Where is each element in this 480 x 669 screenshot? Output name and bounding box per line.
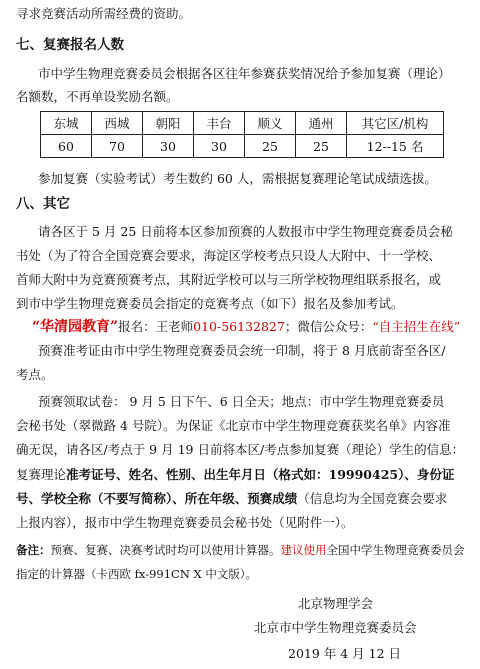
p3-line4-bold: 准考证号、姓名、性别、出生年月日（格式如：19990425）、身份证 <box>66 467 455 482</box>
note-line2: 指定的计算器（卡西欧 fx-991CN X 中文版）。 <box>16 567 258 581</box>
ad-brand: “华清园教育” <box>32 319 119 335</box>
section8-p3-line5 <box>16 491 447 507</box>
table-header-cell: 朝阳 <box>143 112 194 135</box>
quota-table <box>40 111 444 158</box>
section8-p3-line3: 确无误，请各区/考点于 9 月 19 日前将本区/考点参加复赛（理论）学生的信息： <box>16 442 465 457</box>
p3-line4-plain: 复赛理论 <box>16 467 67 482</box>
section7-paragraph-line1: 市中学生物理竞赛委员会根据各区往年参赛获奖情况给予参加复赛（理论） <box>38 66 451 81</box>
table-cell: 25 <box>245 135 296 158</box>
table-header-cell: 东城 <box>41 112 92 135</box>
table-header-cell: 丰台 <box>194 112 245 135</box>
ad-sign-label: 报名：王老师 <box>118 319 194 334</box>
ad-wechat: “自主招生在线” <box>372 319 461 334</box>
section8-p3-line2: 会秘书处（翠微路 4 号院）。为保证《北京市中学生物理竞赛获奖名单》内容准 <box>16 418 451 433</box>
p3-line5-bold: 号、学校全称（不要写简称）、所在年级、预赛成绩 <box>16 491 298 506</box>
section8-p1-line4: 到市中学生物理竞赛委员会指定的竞赛考点（如下）报名及参加考试。 <box>16 296 404 311</box>
p3-line5-plain: （信息均为全国竞赛会要求 <box>297 491 448 506</box>
section7-heading: 七、复赛报名人数 <box>16 37 124 53</box>
section8-p3-line4 <box>16 467 454 483</box>
signature-org2: 北京市中学生物理竞赛委员会 <box>254 620 417 635</box>
ad-wechat-label: ；微信公众号： <box>284 319 373 334</box>
section8-p2-line1: 预赛准考证由市中学生物理竞赛委员会统一印制，将于 8 月底前寄至各区/ <box>38 343 446 358</box>
table-cell: 30 <box>143 135 194 158</box>
table-cell: 12--15 名 <box>347 135 444 158</box>
section8-p1-line1: 请各区于 5 月 25 日前将本区参加预赛的人数报市中学生物理竞赛委员会秘 <box>38 224 453 239</box>
table-cell: 70 <box>92 135 143 158</box>
note-text2: 全国中学生物理竞赛委员会 <box>326 543 465 557</box>
note-text: 预赛、复赛、决赛考试时均可以使用计算器。 <box>50 543 281 557</box>
table-header-cell: 其它区/机构 <box>347 112 444 135</box>
section7-paragraph-line2: 名额数，不再单设奖励名额。 <box>16 89 179 104</box>
ad-line <box>32 319 460 335</box>
table-header-row <box>41 112 444 135</box>
table-header-cell: 通州 <box>296 112 347 135</box>
section8-p2-line2: 考点。 <box>16 367 54 382</box>
section8-p3-line1: 预赛领取试卷： 9 月 5 日下午、6 日全天；地点：市中学生物理竞赛委员 <box>38 394 445 409</box>
table-cell: 30 <box>194 135 245 158</box>
intro-line: 寻求竞赛活动所需经费的资助。 <box>16 6 192 21</box>
signature-org1: 北京物理学会 <box>298 596 374 611</box>
table-cell: 60 <box>41 135 92 158</box>
section8-p3-line6: 上报内容），报市中学生物理竞赛委员会秘书处（见附件一）。 <box>16 515 354 530</box>
ad-phone: 010-56132827 <box>193 319 285 334</box>
table-header-cell: 顺义 <box>245 112 296 135</box>
note-label: 备注： <box>16 543 51 557</box>
signature-date: 2019 年 4 月 12 日 <box>288 646 402 661</box>
section8-p1-line2: 书处（为了符合全国竞赛会要求，海淀区学校考点只设人大附中、十一学校、 <box>16 248 442 263</box>
section8-p1-line3: 首师大附中为竞赛预赛考点，其附近学校可以与三所学校物理组联系报名，或 <box>16 272 442 287</box>
section7-after-table: 参加复赛（实验考试）考生数约 60 人，需根据复赛理论笔试成绩选拔。 <box>38 171 437 186</box>
table-row <box>41 135 444 158</box>
section8-heading: 八、其它 <box>16 196 70 212</box>
table-cell: 25 <box>296 135 347 158</box>
table-header-cell: 西城 <box>92 112 143 135</box>
note-red: 建议使用 <box>280 543 327 557</box>
note-line1 <box>16 542 465 558</box>
